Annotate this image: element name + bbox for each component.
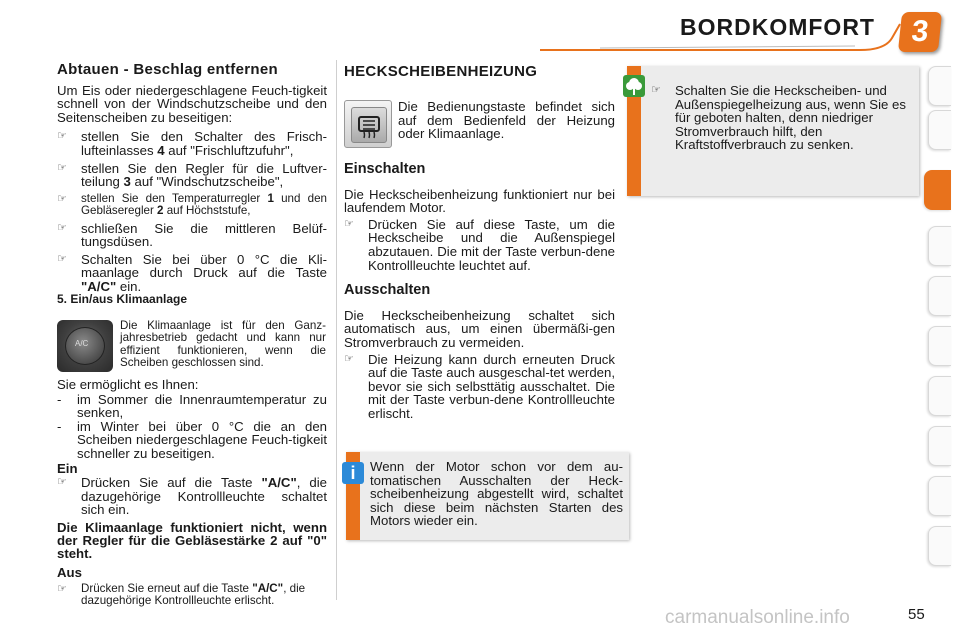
bullet-hand-icon: ☞ bbox=[57, 582, 67, 595]
bullet-hand-icon: ☞ bbox=[57, 221, 67, 234]
bullet-hand-icon: ☞ bbox=[57, 161, 67, 174]
eco-icon bbox=[623, 75, 645, 97]
chapter-side-tabs bbox=[928, 66, 960, 578]
defrost-section bbox=[57, 63, 327, 298]
list-item: ☞ Drücken Sie auf die Taste "A/C", die dazugehörige Kontrollleuchte schaltet sich ein. bbox=[57, 475, 327, 518]
bullet-hand-icon: ☞ bbox=[57, 476, 67, 489]
list-item: ☞ Die Heizung kann durch erneuten Druck auf die Taste auch ausgeschal-tet werden, bevor sie sich selbsttätig ausschaltet. Die mit der Taste verbun-dene Kontrollleuchte erlischt. bbox=[344, 351, 615, 421]
bullet-hand-icon: ☞ bbox=[57, 252, 67, 265]
page-header-title: BORDKOMFORT bbox=[680, 14, 875, 40]
rear-button-description: Die Bedienungstaste befindet sich auf dem Bedienfeld der Heizung oder Klimaanlage. bbox=[398, 99, 615, 142]
watermark: carmanualsonline.info bbox=[665, 607, 850, 628]
rear-defrost-icon bbox=[352, 108, 386, 142]
ac-warning: Die Klimaanlage funktioniert nicht, wenn der Regler für die Gebläsestärke 2 auf "0" steht. bbox=[57, 519, 327, 561]
column-divider bbox=[336, 60, 337, 600]
list-item: ☞ Schalten Sie bei über 0 °C die Kli-maanlage durch Druck auf die Taste "A/C" ein. bbox=[57, 251, 327, 294]
rear-defrost-button-image bbox=[344, 100, 392, 148]
side-tab-1[interactable] bbox=[928, 66, 951, 106]
page-number: 55 bbox=[908, 606, 925, 623]
off-heading: Ausschalten bbox=[344, 282, 431, 299]
defrost-intro: Um Eis oder niedergeschlagene Feuch-tigkeit schnell von der Windschutzscheibe und den Seitenscheiben zu beseitigen: bbox=[57, 82, 327, 125]
list-item: ☞ Drücken Sie auf diese Taste, um die Heckscheibe und die Außenspiegel abzutauen. Die mit der Taste verbun-dene Kontrollleuchte leuchtet auf. bbox=[344, 216, 615, 273]
list-item: ☞ schließen Sie die mittleren Belüf-tungsdüsen. bbox=[57, 220, 327, 250]
ac-button-image bbox=[57, 320, 113, 372]
ac-knob-label: A/C bbox=[75, 339, 89, 348]
side-tab-8[interactable] bbox=[928, 426, 951, 466]
on-text: Die Heckscheibenheizung funktioniert nur bei laufendem Motor. bbox=[344, 186, 615, 216]
ac-heading: 5. Ein/aus Klimaanlage bbox=[57, 292, 188, 306]
chapter-number-badge: 3 bbox=[898, 12, 942, 52]
list-item: ☞ stellen Sie den Schalter des Frisch-lufteinlasses 4 auf "Frischluftzufuhr", bbox=[57, 129, 327, 158]
ein-label: Ein bbox=[57, 460, 78, 476]
side-tab-6[interactable] bbox=[928, 326, 951, 366]
rear-heating-section bbox=[344, 163, 615, 425]
info-note-box bbox=[346, 452, 629, 540]
section-title-defrost: Abtauen - Beschlag entfernen bbox=[57, 61, 278, 78]
side-tab-2[interactable] bbox=[928, 110, 951, 150]
side-tab-7[interactable] bbox=[928, 376, 951, 416]
section-title-rear-heating: HECKSCHEIBENHEIZUNG bbox=[344, 63, 538, 80]
ac-section bbox=[57, 378, 327, 611]
side-tab-9[interactable] bbox=[928, 476, 951, 516]
off-text: Die Heckscheibenheizung schaltet sich automatisch aus, um einen übermäßi-gen Stromverbrauch zu vermeiden. bbox=[344, 307, 615, 350]
list-item: ☞ Drücken Sie erneut auf die Taste "A/C", die dazugehörige Kontrollleuchte erlischt. bbox=[57, 581, 306, 607]
side-tab-4[interactable] bbox=[928, 226, 951, 266]
info-note-text: Wenn der Motor schon vor dem au-tomatischen Ausschalten der Heck-scheibenheizung abgestellt wird, schaltet sich diese beim nächsten Starten des Motors wieder ein. bbox=[370, 459, 623, 529]
list-item: - im Winter bei über 0 °C die an den Scheiben niedergeschlagene Feuch-tigkeit schneller zu beseitigen. bbox=[57, 418, 327, 461]
ac-description: Die Klimaanlage ist für den Ganz-jahresbetrieb gedacht und kann nur effizient funktionieren, wenn die Scheiben geschlossen sind. bbox=[120, 319, 326, 370]
bullet-hand-icon: ☞ bbox=[57, 192, 67, 205]
aus-label: Aus bbox=[57, 564, 82, 580]
list-item: ☞ Schalten Sie die Heckscheiben- und Außenspiegelheizung aus, wenn Sie es für geboten halten, denn niedriger Stromverbrauch hilft, den Kraftstoffverbrauch zu senken. bbox=[651, 83, 906, 153]
ac-allows-text: Sie ermöglicht es Ihnen: bbox=[57, 377, 199, 392]
list-item: ☞ stellen Sie den Temperaturregler 1 und den Gebläseregler 2 auf Höchststufe, bbox=[57, 191, 327, 218]
bullet-hand-icon: ☞ bbox=[344, 217, 354, 230]
side-tab-10[interactable] bbox=[928, 526, 951, 566]
list-item: - im Sommer die Innenraumtemperatur zu senken, bbox=[57, 391, 327, 421]
bullet-hand-icon: ☞ bbox=[344, 352, 354, 365]
info-icon: i bbox=[342, 462, 364, 484]
side-tab-5[interactable] bbox=[928, 276, 951, 316]
side-tab-3-active[interactable] bbox=[924, 170, 951, 210]
eco-note-box bbox=[627, 66, 919, 196]
bullet-hand-icon: ☞ bbox=[651, 84, 661, 96]
on-heading: Einschalten bbox=[344, 161, 426, 177]
bullet-hand-icon: ☞ bbox=[57, 130, 67, 143]
list-item: ☞ stellen Sie den Regler für die Luftver-teilung 3 auf "Windschutzscheibe", bbox=[57, 160, 327, 190]
